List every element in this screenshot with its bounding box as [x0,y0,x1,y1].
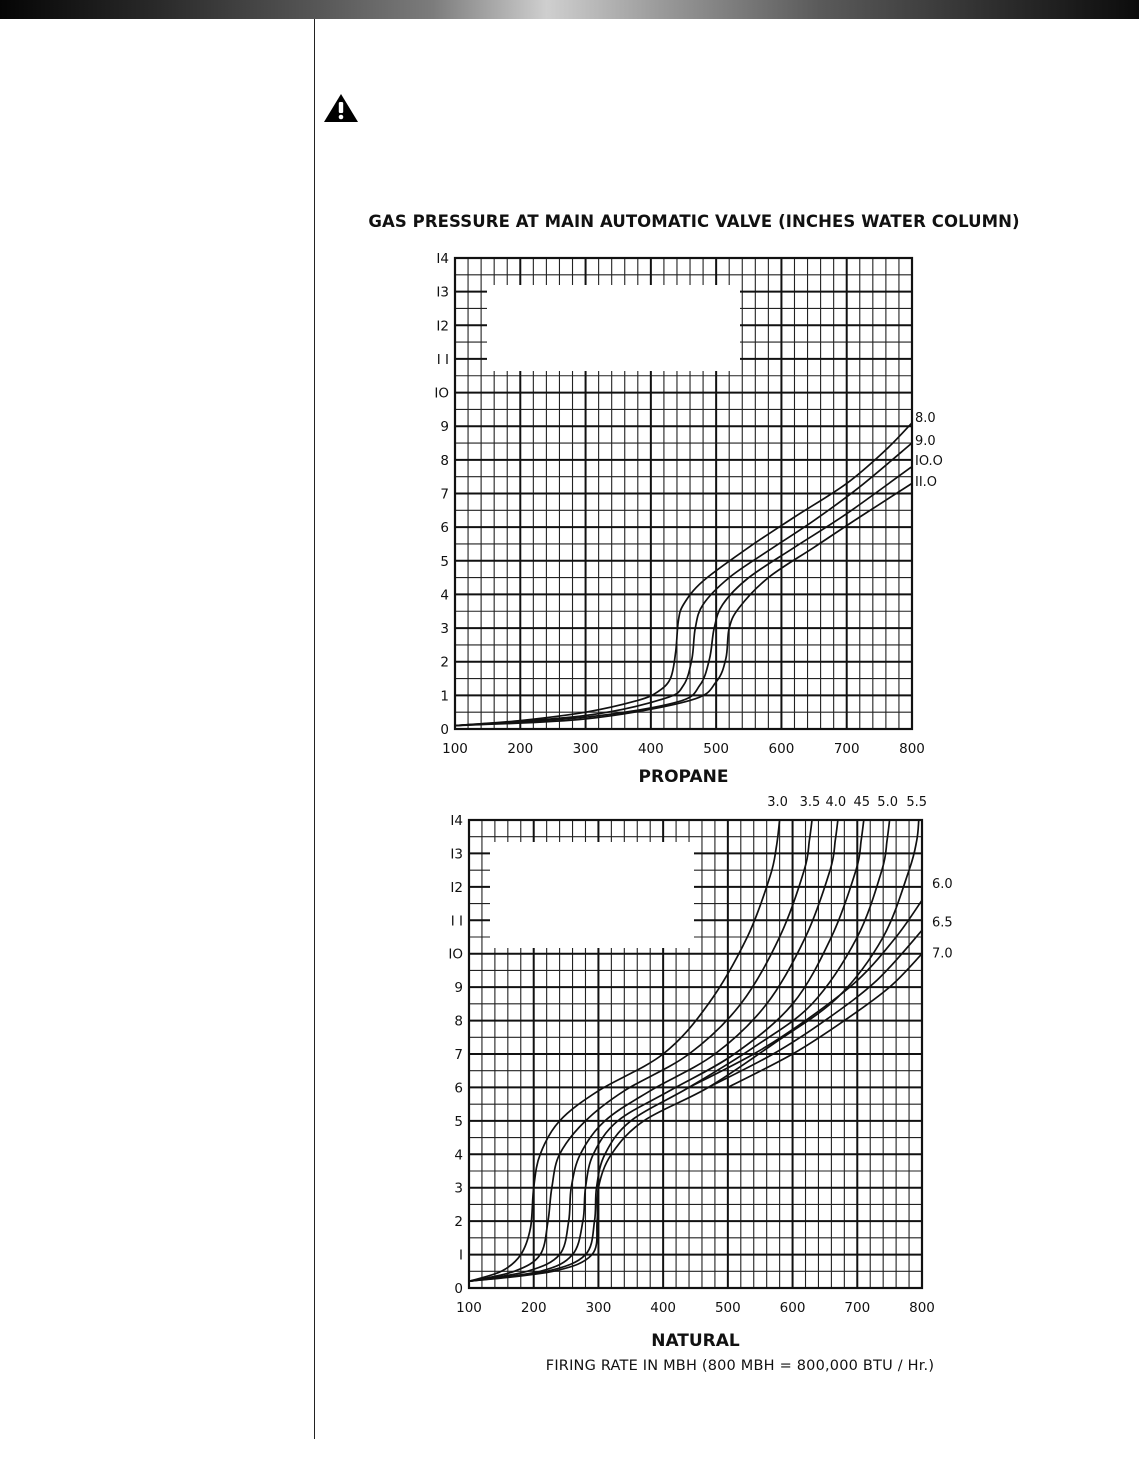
y-tick-label: I2 [450,879,463,896]
y-tick-label: 3 [440,621,449,638]
curve-label-natural: 5.5 [906,795,928,810]
curve-label-natural: 6.0 [932,877,953,893]
y-tick-label: 1 [440,688,449,705]
y-tick-label: 0 [454,1281,463,1297]
blank-label-box [487,285,740,371]
y-tick-label: IO [448,946,463,963]
natural-chart [0,780,1139,1360]
x-tick-label: 100 [442,741,468,757]
y-tick-label: 6 [440,520,449,537]
y-tick-label: I4 [436,251,449,267]
y-tick-label: 4 [454,1147,463,1164]
y-tick-label: 5 [454,1113,463,1130]
y-tick-label: I [459,1247,463,1264]
blank-label-box [490,842,694,948]
x-tick-label: 200 [507,741,534,757]
curve-propane-8.0 [455,423,912,726]
y-tick-label: 9 [440,419,449,436]
curve-label-natural: 6.5 [932,915,953,931]
curve-label-natural: 4.0 [825,795,847,810]
chart-title: GAS PRESSURE AT MAIN AUTOMATIC VALVE (INCHES WATER COLUMN) [368,212,1020,231]
x-tick-label: 300 [585,1300,612,1316]
curve-label-propane: 8.0 [915,411,936,426]
curve-label-natural: 5.0 [877,795,898,810]
y-tick-label: I3 [436,284,449,301]
x-tick-label: 200 [520,1300,547,1316]
y-tick-label: 7 [454,1047,463,1063]
curve-label-propane: II.O [915,475,938,490]
x-tick-label: 400 [650,1300,677,1316]
y-tick-label: 4 [440,587,449,604]
x-tick-label: 500 [714,1300,741,1316]
x-tick-label: 700 [833,741,860,757]
x-tick-label: 500 [703,741,730,757]
y-tick-label: I I [436,351,449,368]
y-tick-label: 0 [440,722,449,738]
y-tick-label: 8 [454,1013,463,1030]
x-tick-label: 100 [456,1300,482,1316]
y-tick-label: I I [450,913,463,930]
y-tick-label: 7 [440,486,449,503]
y-tick-label: IO [434,385,449,402]
curve-label-propane: IO.O [915,454,943,469]
x-tick-label: 700 [844,1300,871,1316]
y-tick-label: 9 [454,980,463,997]
x-tick-label: 600 [779,1300,806,1316]
x-axis-title: NATURAL [651,1331,740,1351]
curve-label-natural: 7.0 [932,946,953,962]
curve-label-natural: 3.0 [767,795,788,810]
y-tick-label: 3 [454,1180,463,1197]
y-tick-label: 8 [440,452,449,469]
y-tick-label: 2 [440,654,449,671]
y-tick-label: I4 [450,813,463,829]
x-axis-title: PROPANE [638,767,729,787]
x-tick-label: 600 [768,741,795,757]
x-tick-label: 400 [637,741,664,757]
x-tick-label: 800 [899,741,925,757]
x-tick-label: 800 [909,1300,935,1316]
y-tick-label: I2 [436,318,449,335]
y-tick-label: 5 [440,553,449,570]
firing-rate-note: FIRING RATE IN MBH (800 MBH = 800,000 BTU / Hr.) [545,1358,935,1374]
curve-label-natural: 3.5 [799,795,821,810]
curve-label-propane: 9.0 [915,434,936,449]
curve-label-natural: 45 [853,795,871,810]
y-tick-label: I3 [450,846,463,863]
y-tick-label: 6 [454,1080,463,1097]
y-tick-label: 2 [454,1214,463,1231]
x-tick-label: 300 [572,741,599,757]
